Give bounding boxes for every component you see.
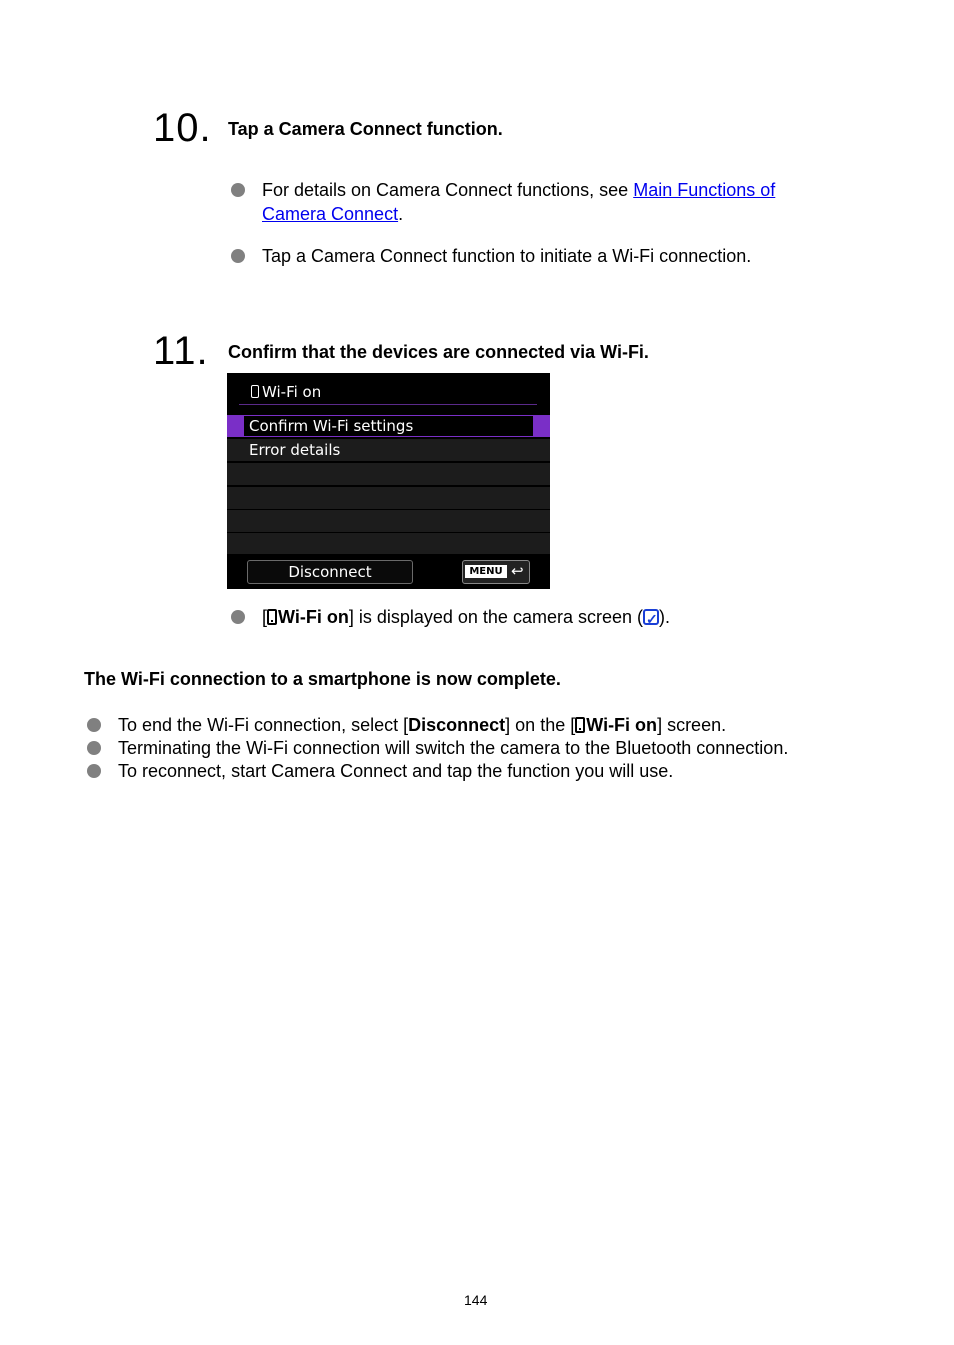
- title-divider: [239, 404, 537, 405]
- main-functions-link-part1[interactable]: Main Functions of: [633, 180, 776, 200]
- summary-bullet-3: To reconnect, start Camera Connect and tap the function you will use.: [118, 761, 674, 781]
- bracket-open: [: [262, 607, 268, 627]
- menu-item-label: Error details: [249, 441, 341, 459]
- wifi-on-label: Wi-Fi on: [278, 607, 349, 627]
- bullet-text-end: .: [398, 204, 404, 224]
- smartphone-icon: [251, 385, 259, 398]
- menu-item-empty: [227, 487, 550, 509]
- smartphone-icon: [267, 609, 277, 625]
- menu-item-empty: [227, 533, 550, 555]
- camera-screen-title-text: Wi-Fi on: [262, 383, 322, 401]
- step-10-bullet-2: Tap a Camera Connect function to initiate a Wi-Fi connection.: [262, 246, 752, 266]
- bullet-icon: [87, 741, 101, 755]
- main-functions-link-part2[interactable]: Camera Connect: [262, 204, 399, 224]
- bullet-text: For details on Camera Connect functions, see: [262, 180, 634, 200]
- step-11-number: 11.: [153, 329, 209, 373]
- step-11-title: Confirm that the devices are connected via Wi-Fi.: [228, 342, 649, 362]
- menu-item-error-details[interactable]: [227, 439, 550, 461]
- bullet-text-end: ).: [659, 607, 670, 627]
- summary-bullet-2: Terminating the Wi-Fi connection will switch the camera to the Bluetooth connection.: [118, 738, 789, 758]
- bullet-icon: [231, 610, 245, 624]
- camera-screen: [227, 373, 550, 589]
- smartphone-icon: [575, 717, 585, 733]
- bullet-icon: [87, 718, 101, 732]
- menu-return-button[interactable]: [462, 560, 530, 584]
- disconnect-label: Disconnect: [408, 715, 506, 735]
- bullet-icon: [231, 249, 245, 263]
- page-number: 144: [464, 1292, 488, 1308]
- menu-item-empty: [227, 463, 550, 485]
- step-10-bullet-1: [262, 178, 775, 202]
- completion-heading: The Wi-Fi connection to a smartphone is now complete.: [84, 669, 561, 689]
- disconnect-button[interactable]: Disconnect: [247, 560, 413, 584]
- bullet-icon: [87, 764, 101, 778]
- bullet-text: ] is displayed on the camera screen (: [348, 607, 643, 627]
- bullet-icon: [231, 183, 245, 197]
- menu-item-empty: [227, 510, 550, 532]
- bullet-text: ] on the [: [505, 715, 576, 735]
- wifi-connected-icon: [643, 609, 659, 625]
- camera-screen-footer: [227, 554, 550, 589]
- step-10-number: 10.: [153, 106, 212, 150]
- menu-item-confirm-wifi-settings[interactable]: [227, 415, 550, 437]
- menu-label: MENU: [465, 565, 507, 578]
- bullet-text-end: ] screen.: [657, 715, 727, 735]
- step-10-title: Tap a Camera Connect function.: [228, 119, 503, 139]
- return-icon: ↩: [511, 563, 524, 580]
- menu-item-label: Confirm Wi-Fi settings: [244, 416, 533, 436]
- camera-screen-title: [251, 383, 321, 401]
- step-10-bullet-1-cont: [262, 202, 403, 226]
- bullet-text: To end the Wi-Fi connection, select [: [118, 715, 409, 735]
- step-11-bullet: [262, 605, 670, 629]
- summary-bullet-1: [118, 713, 726, 737]
- wifi-on-label: Wi-Fi on: [586, 715, 658, 735]
